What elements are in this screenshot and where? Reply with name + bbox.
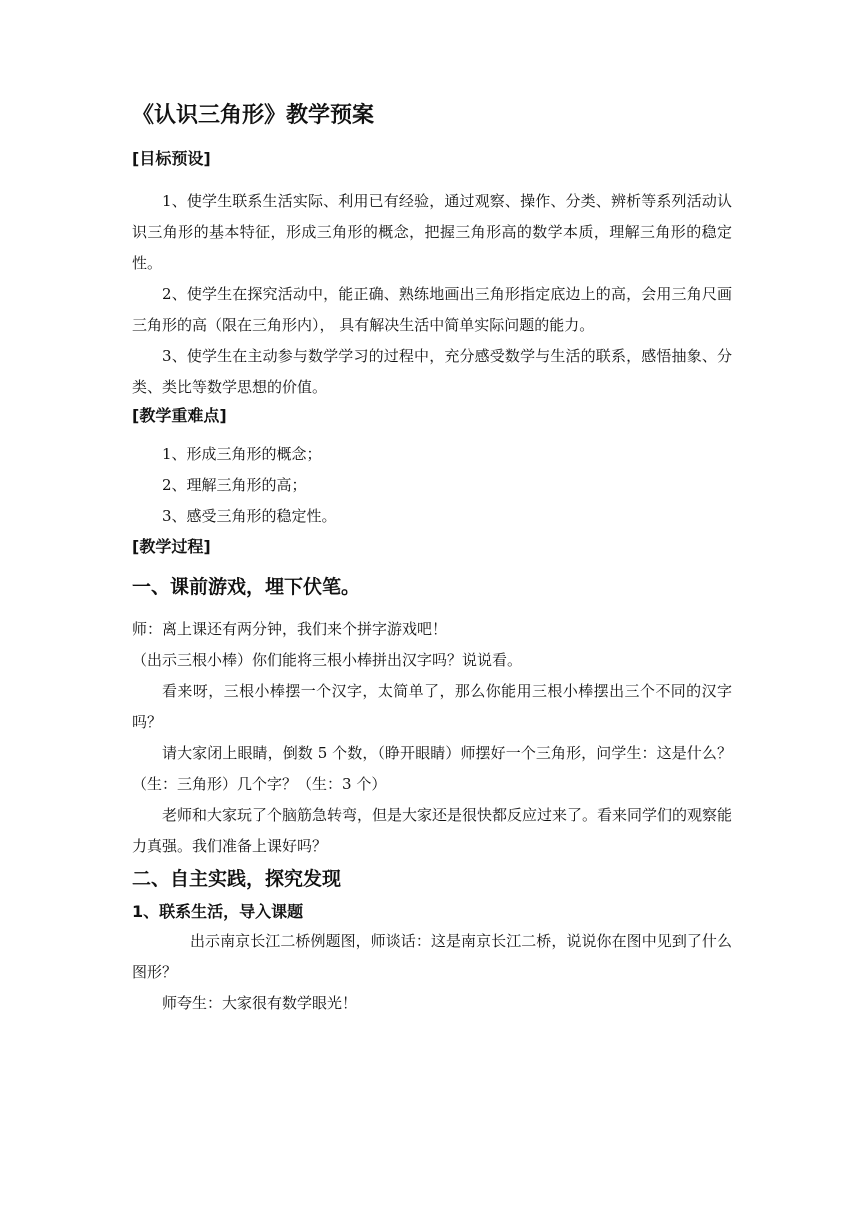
part-heading-practice: 二、自主实践，探究发现 [132,868,342,890]
lesson-paragraph: 老师和大家玩了个脑筋急转弯，但是大家还是很快都反应过来了。看来同学们的观察能力真强。我们准备上课好吗？ [132,806,733,855]
goal-paragraph: 2、使学生在探究活动中，能正确、熟练地画出三角形指定底边上的高，会用三角尺画三角形的高（限在三角形内）， 具有解决生活中简单实际问题的能力。 [132,285,732,334]
key-point-item: 2、理解三角形的高； [162,476,307,494]
goal-paragraph: 1、使学生联系生活实际、利用已有经验，通过观察、操作、分类、辨析等系列活动认识三角形的基本特征，形成三角形的概念，把握三角形高的数学本质，理解三角形的稳定性。 [132,192,732,272]
lesson-paragraph: 看来呀，三根小棒摆一个汉字，太简单了，那么你能用三根小棒摆出三个不同的汉字吗？ [132,682,732,731]
section-heading-key-points: [教学重难点] [132,406,227,425]
part-heading-warmup: 一、课前游戏，埋下伏笔。 [132,576,361,598]
lesson-paragraph: 请大家闭上眼睛，倒数 5 个数，（睁开眼睛）师摆好一个三角形，问学生：这是什么？（生：三角形）几个字？（生：3 个） [132,744,732,793]
lesson-paragraph: 出示南京长江二桥例题图，师谈话：这是南京长江二桥，说说你在图中见到了什么图形？ [132,932,732,981]
dialogue-line: 师：离上课还有两分钟，我们来个拼字游戏吧！ [132,620,448,638]
section-heading-goals: [目标预设] [132,149,211,168]
lesson-paragraph: 师夸生：大家很有数学眼光！ [162,994,358,1012]
section-heading-process: [教学过程] [132,537,211,556]
key-point-item: 1、形成三角形的概念； [162,445,322,463]
document-body [132,100,732,1019]
document-title: 《认识三角形》教学预案 [132,103,375,128]
key-point-item: 3、感受三角形的稳定性。 [162,507,337,525]
subheading-introduce-topic: 1、联系生活，导入课题 [132,902,304,921]
dialogue-line: （出示三根小棒）你们能将三根小棒拼出汉字吗？说说看。 [132,651,523,669]
goal-paragraph: 3、使学生在主动参与数学学习的过程中，充分感受数学与生活的联系，感悟抽象、分类、类比等数学思想的价值。 [132,347,732,396]
